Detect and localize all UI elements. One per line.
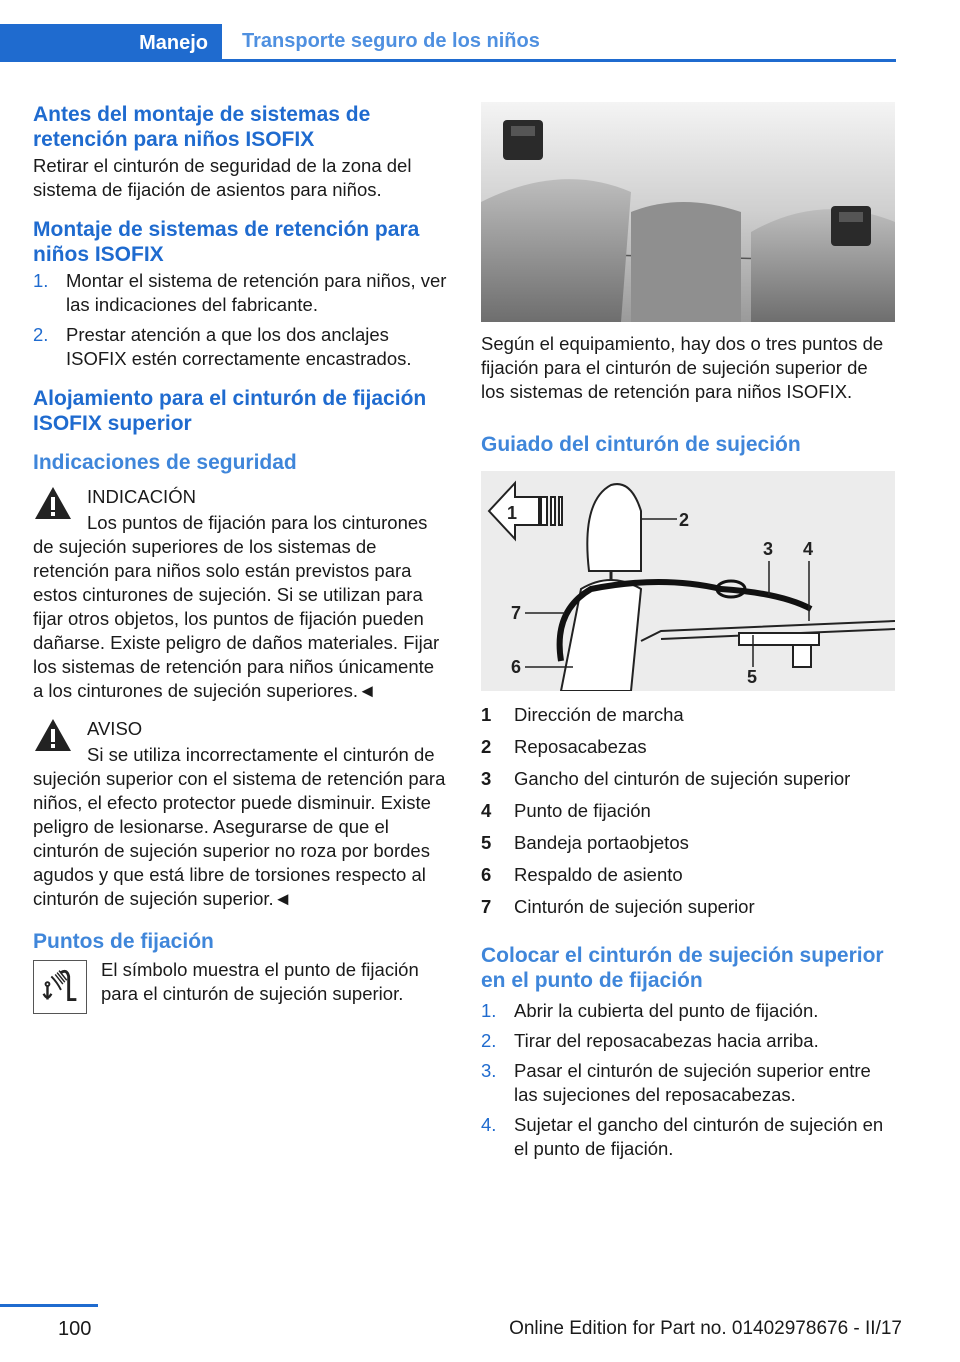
page-number: 100 (58, 1318, 92, 1340)
list-item: 1. Montar el sistema de retención para niños, ver las indicaciones del fabricante. (33, 270, 447, 315)
subsection-heading: Guiado del cinturón de sujeción (481, 433, 801, 456)
legend-item: 2 Reposacabezas (481, 736, 647, 757)
svg-text:6: 6 (511, 657, 522, 677)
warning-triangle-icon (33, 717, 73, 753)
list-item: 3. Pasar el cinturón de sujeción superior entre las sujeciones del reposacabezas. (481, 1060, 871, 1105)
warning-triangle-icon (33, 485, 73, 521)
svg-text:1: 1 (507, 503, 518, 523)
anchor-symbol-block (33, 958, 447, 1006)
edition-text: Online Edition for Part no. 01402978676 - II/17 (509, 1318, 902, 1339)
warning-block (33, 717, 447, 911)
note-label: INDICACIÓN (87, 486, 196, 507)
legend-list (481, 703, 895, 919)
photo-caption: Según el equipamiento, hay dos o tres puntos de fijación para el cinturón de sujeción superior de los sistemas de retención para niños ISOFIX. (481, 333, 884, 402)
steps-list (33, 269, 447, 371)
footer-rule (0, 1304, 98, 1307)
list-item: 2. Prestar atención a que los dos anclajes ISOFIX estén correctamente encastrados. (33, 324, 412, 369)
legend-item: 7 Cinturón de sujeción superior (481, 896, 755, 917)
paragraph: Retirar el cinturón de seguridad de la zona del sistema de fijación de asientos para niños. (33, 155, 412, 200)
legend-item: 4 Punto de fijación (481, 800, 651, 821)
legend-item: 5 Bandeja portaobjetos (481, 832, 689, 853)
note-block (33, 485, 447, 703)
legend-item: 3 Gancho del cinturón de sujeción superior (481, 768, 851, 789)
list-item: 1. Abrir la cubierta del punto de fijación. (481, 1000, 819, 1021)
svg-text:4: 4 (803, 539, 814, 559)
warning-label: AVISO (87, 718, 143, 739)
section-tab-label: Manejo (139, 31, 208, 54)
warning-text: Si se utiliza incorrectamente el cinturón de sujeción superior con el sistema de retención para niños, el efecto protector puede disminuir. Existe peligro de lesionarse. Asegurarse de que el cinturón de sujeción superior no roza por bordes agudos y que está libre de torsiones respecto al cinturón de sujeción superior.◄ (33, 744, 446, 909)
legend-item: 1 Dirección de marcha (481, 704, 684, 725)
tether-routing-diagram (481, 471, 895, 691)
svg-text:7: 7 (511, 603, 522, 623)
note-text: Los puntos de fijación para los cinturones de sujeción superiores de los sistemas de retención para niños solo están previstos para estos cinturones de sujeción. Si se utilizan para fijar otros objetos, los puntos de fijación pueden dañarse. Existe peligro de daños materiales. Fijar los sistemas de retención para niños únicamente a los cinturones de sujeción superiores.◄ (33, 512, 440, 701)
left-column (33, 102, 447, 1018)
section-heading: Montaje de sistemas de retención para niños ISOFIX (33, 218, 420, 266)
chapter-title-text: Transporte seguro de los niños (242, 30, 540, 52)
subsection-heading: Puntos de fijación (33, 930, 214, 953)
section-heading: Antes del montaje de sistemas de retención para niños ISOFIX (33, 103, 371, 151)
svg-text:3: 3 (763, 539, 774, 559)
section-tab[interactable] (0, 24, 222, 62)
section-heading: Alojamiento para el cinturón de fijación ISOFIX superior (33, 387, 427, 435)
subsection-heading: Colocar el cinturón de sujeción superior en el punto de fijación (481, 944, 884, 992)
isofix-anchor-icon (33, 960, 87, 1014)
subsection-heading: Indicaciones de seguridad (33, 451, 297, 474)
legend-item: 6 Respaldo de asiento (481, 864, 683, 885)
list-item: 4. Sujetar el gancho del cinturón de sujeción en el punto de fijación. (481, 1114, 884, 1159)
list-item: 2. Tirar del reposacabezas hacia arriba. (481, 1030, 819, 1051)
chapter-title (222, 24, 896, 62)
paragraph: El símbolo muestra el punto de fijación para el cinturón de sujeción superior. (101, 959, 419, 1004)
svg-text:5: 5 (747, 667, 758, 687)
right-column (481, 102, 895, 1161)
steps-list (481, 999, 895, 1161)
svg-text:2: 2 (679, 510, 690, 530)
rear-seat-photo (481, 102, 895, 322)
